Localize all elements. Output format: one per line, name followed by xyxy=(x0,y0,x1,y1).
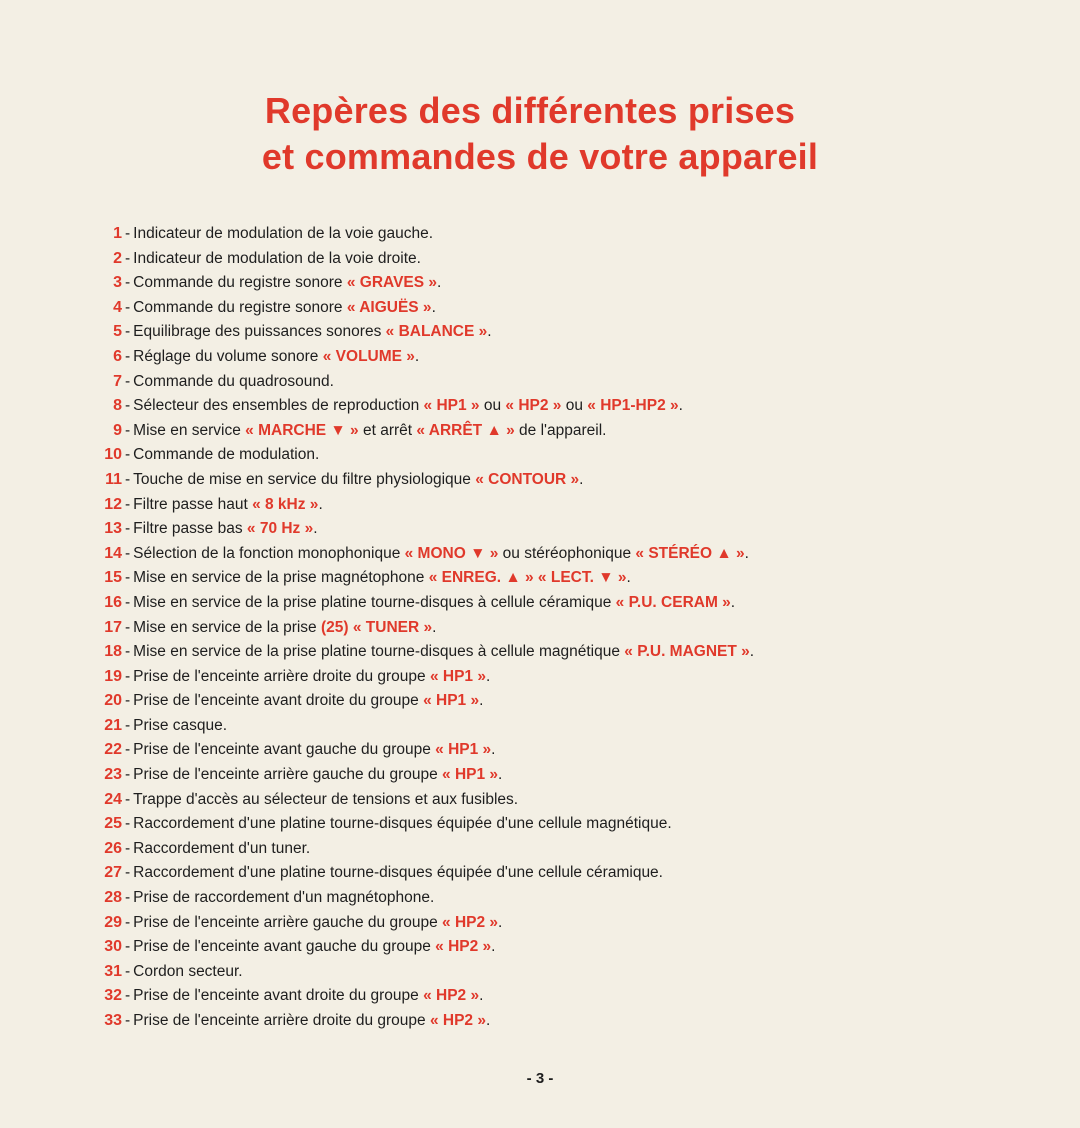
item-text: . xyxy=(491,938,496,956)
list-item xyxy=(92,960,972,985)
item-separator: - xyxy=(125,323,131,341)
item-text: de l'appareil. xyxy=(514,421,607,439)
item-control-label: « HP2 » xyxy=(505,397,562,415)
item-number: 21 xyxy=(104,716,122,734)
item-separator: - xyxy=(125,593,131,611)
item-separator: - xyxy=(125,766,131,784)
list-item xyxy=(92,370,972,395)
item-control-label: « ARRÊT ▲ » xyxy=(416,421,515,439)
item-number: 17 xyxy=(104,618,122,636)
item-control-label: « HP1 » xyxy=(423,692,480,710)
item-control-label: « ENREG. ▲ » « LECT. ▼ » xyxy=(428,569,627,587)
list-item xyxy=(92,345,972,370)
list-item xyxy=(92,689,972,714)
list-item xyxy=(92,665,972,690)
item-separator: - xyxy=(125,987,131,1005)
item-text: Indicateur de modulation de la voie gauche. xyxy=(133,225,434,242)
item-text: Prise de l'enceinte avant gauche du groupe xyxy=(133,741,436,759)
item-text: . xyxy=(431,298,436,316)
item-number: 9 xyxy=(113,421,122,439)
item-text: Raccordement d'une platine tourne-disques équipée d'une cellule céramique. xyxy=(133,864,663,882)
item-number: 33 xyxy=(104,1012,122,1029)
item-separator: - xyxy=(125,446,131,464)
item-text: Prise de l'enceinte avant droite du groupe xyxy=(133,987,424,1005)
item-number: 15 xyxy=(104,569,122,587)
item-control-label: « HP1-HP2 » xyxy=(587,397,679,415)
item-separator: - xyxy=(125,495,131,513)
item-separator: - xyxy=(125,544,131,562)
item-control-label: « HP2 » xyxy=(423,987,480,1005)
item-separator: - xyxy=(125,470,131,488)
item-control-label: « 70 Hz » xyxy=(246,520,314,538)
item-text: . xyxy=(487,323,492,341)
item-text: Mise en service de la prise xyxy=(133,618,321,636)
list-item xyxy=(92,640,972,665)
item-text: Filtre passe bas xyxy=(133,520,247,538)
item-number: 14 xyxy=(104,544,122,562)
item-number: 7 xyxy=(113,372,122,390)
item-text: . xyxy=(678,397,683,415)
item-text: Prise de l'enceinte arrière gauche du groupe xyxy=(133,766,443,784)
item-control-label: « HP1 » xyxy=(442,766,499,784)
list-item xyxy=(92,911,972,936)
item-text: ou xyxy=(479,397,506,415)
item-text: ou xyxy=(561,397,588,415)
item-separator: - xyxy=(125,643,131,661)
item-text: . xyxy=(437,274,442,292)
item-number: 12 xyxy=(104,495,122,513)
item-separator: - xyxy=(125,274,131,292)
item-separator: - xyxy=(125,249,131,267)
list-item xyxy=(92,788,972,813)
item-text: et arrêt xyxy=(358,421,417,439)
item-number: 1 xyxy=(113,225,122,242)
item-number: 2 xyxy=(113,249,122,267)
list-item xyxy=(92,493,972,518)
item-control-label: « HP2 » xyxy=(429,1012,486,1029)
item-text: . xyxy=(626,569,631,587)
list-item xyxy=(92,616,972,641)
item-number: 13 xyxy=(104,520,122,538)
list-item xyxy=(92,296,972,321)
item-text: Sélection de la fonction monophonique xyxy=(133,544,405,562)
item-number: 26 xyxy=(104,839,122,857)
list-item xyxy=(92,468,972,493)
item-control-label: « VOLUME » xyxy=(322,347,415,365)
list-item xyxy=(92,812,972,837)
item-text: Equilibrage des puissances sonores xyxy=(133,323,386,341)
list-item xyxy=(92,320,972,345)
item-number: 31 xyxy=(104,962,122,980)
item-separator: - xyxy=(125,962,131,980)
item-separator: - xyxy=(125,397,131,415)
item-separator: - xyxy=(125,913,131,931)
item-text: . xyxy=(485,667,491,685)
item-text: . xyxy=(485,1012,491,1029)
item-separator: - xyxy=(125,815,131,833)
item-text: Prise de l'enceinte avant gauche du groupe xyxy=(133,938,436,956)
item-separator: - xyxy=(125,864,131,882)
item-number: 25 xyxy=(104,815,122,833)
item-text: Commande du registre sonore xyxy=(133,298,347,316)
title-line-1: Repères des différentes prises xyxy=(264,90,796,131)
item-text: Prise de raccordement d'un magnétophone. xyxy=(133,889,435,907)
item-control-label: « P.U. MAGNET » xyxy=(624,643,750,661)
item-control-label: « HP2 » xyxy=(435,938,492,956)
item-text: . xyxy=(491,741,496,759)
item-text: Prise casque. xyxy=(133,716,228,734)
item-text: Mise en service de la prise magnétophone xyxy=(133,569,429,587)
item-text: Mise en service xyxy=(133,421,246,439)
item-separator: - xyxy=(125,225,131,242)
item-text: Cordon secteur. xyxy=(133,962,243,980)
item-text: Touche de mise en service du filtre physiologique xyxy=(133,470,476,488)
item-number: 16 xyxy=(104,593,122,611)
item-number: 3 xyxy=(113,274,122,292)
item-text: . xyxy=(749,643,755,661)
list-item xyxy=(92,394,972,419)
item-text: Sélecteur des ensembles de reproduction xyxy=(133,397,424,415)
item-separator: - xyxy=(125,716,131,734)
item-number: 28 xyxy=(104,889,122,907)
item-control-label: « CONTOUR » xyxy=(475,470,580,488)
item-separator: - xyxy=(125,790,131,808)
item-text: . xyxy=(744,544,749,562)
list-item xyxy=(92,763,972,788)
item-text: Réglage du volume sonore xyxy=(133,347,323,365)
item-text: Commande du quadrosound. xyxy=(133,372,334,390)
item-number: 23 xyxy=(104,766,122,784)
item-number: 24 xyxy=(104,790,122,808)
item-text: . xyxy=(414,347,420,365)
list-item xyxy=(92,738,972,763)
item-text: ou stéréophonique xyxy=(498,544,636,562)
item-text: . xyxy=(498,766,503,784)
item-text: Filtre passe haut xyxy=(133,495,253,513)
item-control-label: « GRAVES » xyxy=(346,274,438,292)
item-number: 20 xyxy=(104,692,122,710)
list-item xyxy=(92,886,972,911)
item-text: Prise de l'enceinte avant droite du groupe xyxy=(133,692,424,710)
list-item xyxy=(92,566,972,591)
item-separator: - xyxy=(125,692,131,710)
title-line-2: et commandes de votre appareil xyxy=(261,136,819,177)
item-control-label: « HP2 » xyxy=(442,913,499,931)
list-item xyxy=(92,517,972,542)
list-item xyxy=(92,222,972,247)
item-control-label: « STÉRÉO ▲ » xyxy=(635,544,745,562)
item-separator: - xyxy=(125,520,131,538)
list-item xyxy=(92,861,972,886)
item-number: 11 xyxy=(105,470,122,488)
item-number: 10 xyxy=(104,446,122,464)
item-number: 22 xyxy=(104,741,122,759)
item-number: 29 xyxy=(104,913,122,931)
item-number: 6 xyxy=(113,347,122,365)
item-text: Trappe d'accès au sélecteur de tensions et aux fusibles. xyxy=(133,790,519,808)
item-separator: - xyxy=(125,421,131,439)
page-number: - 3 - xyxy=(526,1070,554,1087)
item-separator: - xyxy=(125,298,131,316)
list-item xyxy=(92,271,972,296)
legend-list xyxy=(92,222,972,1034)
item-separator: - xyxy=(125,938,131,956)
list-item xyxy=(92,1009,972,1034)
item-control-label: « 8 kHz » xyxy=(252,495,319,513)
item-text: Indicateur de modulation de la voie droite. xyxy=(133,249,421,267)
item-control-label: « P.U. CERAM » xyxy=(615,593,731,611)
item-text: . xyxy=(318,495,323,513)
item-control-label: « MONO ▼ » xyxy=(404,544,499,562)
item-separator: - xyxy=(125,372,131,390)
item-text: Commande de modulation. xyxy=(133,446,320,464)
item-text: . xyxy=(479,987,484,1005)
item-number: 30 xyxy=(104,938,122,956)
item-number: 18 xyxy=(104,643,122,661)
item-separator: - xyxy=(125,839,131,857)
item-number: 19 xyxy=(104,667,122,685)
item-number: 4 xyxy=(113,298,122,316)
list-item xyxy=(92,443,972,468)
item-text: . xyxy=(730,593,736,611)
item-text: Commande du registre sonore xyxy=(133,274,347,292)
item-text: . xyxy=(498,913,503,931)
item-text: Prise de l'enceinte arrière gauche du groupe xyxy=(133,913,443,931)
item-control-label: « BALANCE » xyxy=(385,323,488,341)
item-control-label: « AIGUËS » xyxy=(346,298,432,316)
item-text: Raccordement d'une platine tourne-disques équipée d'une cellule magnétique. xyxy=(133,815,672,833)
item-text: . xyxy=(579,470,584,488)
item-text: Mise en service de la prise platine tourne-disques à cellule magnétique xyxy=(133,643,625,661)
item-separator: - xyxy=(125,889,131,907)
item-text: . xyxy=(479,692,484,710)
item-text: Prise de l'enceinte arrière droite du groupe xyxy=(133,1012,430,1029)
item-text: Mise en service de la prise platine tourne-disques à cellule céramique xyxy=(133,593,616,611)
item-separator: - xyxy=(125,741,131,759)
item-number: 5 xyxy=(113,323,122,341)
list-item xyxy=(92,714,972,739)
item-separator: - xyxy=(125,347,131,365)
item-separator: - xyxy=(125,569,131,587)
item-separator: - xyxy=(125,618,131,636)
item-number: 32 xyxy=(104,987,122,1005)
item-control-label: (25) « TUNER » xyxy=(320,618,433,636)
item-separator: - xyxy=(125,667,131,685)
list-item xyxy=(92,837,972,862)
item-text: . xyxy=(432,618,437,636)
item-separator: - xyxy=(125,1012,131,1029)
list-item xyxy=(92,419,972,444)
item-control-label: « HP1 » xyxy=(435,741,492,759)
list-item xyxy=(92,247,972,272)
item-text: Prise de l'enceinte arrière droite du groupe xyxy=(133,667,430,685)
list-item xyxy=(92,542,972,567)
item-number: 27 xyxy=(104,864,122,882)
page-title xyxy=(0,88,1080,180)
item-control-label: « HP1 » xyxy=(423,397,480,415)
list-item xyxy=(92,935,972,960)
item-control-label: « HP1 » xyxy=(429,667,486,685)
item-text: Raccordement d'un tuner. xyxy=(133,839,311,857)
list-item xyxy=(92,984,972,1009)
list-item xyxy=(92,591,972,616)
item-number: 8 xyxy=(113,397,122,415)
item-control-label: « MARCHE ▼ » xyxy=(245,421,359,439)
item-text: . xyxy=(313,520,318,538)
